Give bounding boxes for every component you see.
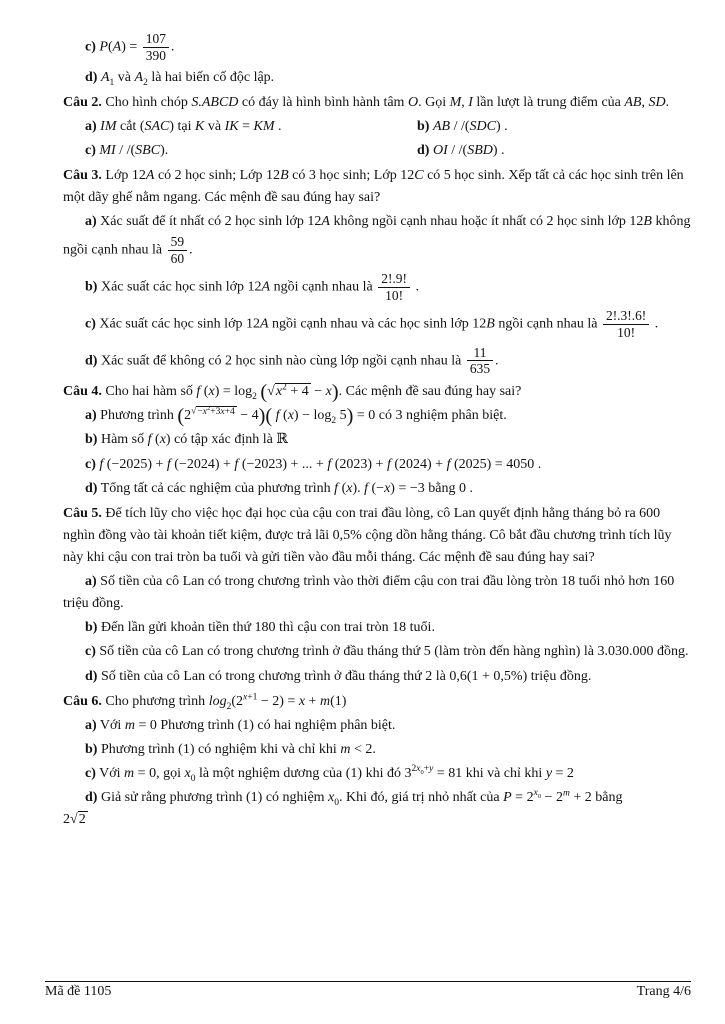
q6-option-a: a) Với m = 0 Phương trình (1) có hai nghiệm phân biệt. xyxy=(85,717,396,733)
q1-option-d: d) $A_1$ và $A_2$ là hai biến cố độc lập. xyxy=(85,69,275,88)
document-body xyxy=(63,30,693,831)
q4-option-c: c) f (−2025) + f (−2024) + f (−2023) + ... + f (2023) + f (2024) + f (2025) = 4050 . xyxy=(85,456,542,472)
q3-option-a: a) Xác suất để ít nhất có 2 học sinh lớp 12A không ngồi cạnh nhau hoặc ít nhất có 2 học sinh lớp 12B không ngồi cạnh nhau là $\frac{59}{60}$ . xyxy=(63,214,691,267)
q4-header: Câu 4. Cho hai hàm số f $(x) = \log_2 (√x^2 + 4 - x)$. Các mệnh đề sau đúng hay sai? xyxy=(63,381,522,404)
q5-header: Câu 5. Để tích lũy cho việc học đại học của cậu con trai đầu lòng, cô Lan quyết định hằng tháng bỏ ra 600 nghìn đồng vào tài khoản tiết kiệm, được trả lãi 0,5% cộng dồn hằng tháng. Cô bắt đầu chương trình tích lũy này khi cậu con trai tròn ba tuổi và gửi tiền vào đầu mỗi tháng. Các mệnh đề sau đúng hay sai? xyxy=(63,505,672,565)
q2-options-row-1-cell-2: b) AB / /(SDC) . xyxy=(417,118,508,134)
q2-options-row-1-cell-1: a) IM cắt (SAC) tại K và IK = KM . xyxy=(85,118,282,134)
q3-header: Câu 3. Lớp 12A có 2 học sinh; Lớp 12B có 3 học sinh; Lớp 12C có 5 học sinh. Xếp tất cả các học sinh trên lên một dãy ghế nằm ngang. Các mệnh đề sau đúng hay sai? xyxy=(63,168,684,206)
q2-options-row-1 xyxy=(63,116,693,138)
q5-option-c: c) Số tiền của cô Lan có trong chương trình ở đầu tháng thứ 5 (làm tròn đến hàng nghìn) là 3.030.000 đồng. xyxy=(85,644,689,660)
q2-options-row-2-cell-2: d) OI / /(SBD) . xyxy=(417,143,505,159)
q2-header: Câu 2. Cho hình chóp S.ABCD có đáy là hình bình hành tâm O. Gọi M, I lần lượt là trung điểm của AB, SD. xyxy=(63,94,670,110)
q5-option-d: d) Số tiền của cô Lan có trong chương trình ở đầu tháng thứ 2 là 0,6(1 + 0,5%) triệu đồng. xyxy=(85,668,592,684)
q6-option-c: c) Với m = 0, gọi $x_0$ là một nghiệm dương của (1) khi đó $3^{2x_0+y} = 81$ khi và chỉ khi y = 2 xyxy=(85,764,574,784)
q5-option-a: a) Số tiền của cô Lan có trong chương trình vào thời điểm cậu con trai đầu lòng tròn 18 tuổi nhỏ hơn 160 triệu đồng. xyxy=(63,574,675,612)
q4-option-d: d) Tổng tất cả các nghiệm của phương trình f (x). f (−x) = −3 bằng 0 . xyxy=(85,480,473,496)
page-number: Trang 4/6 xyxy=(636,984,691,999)
q4-option-a: a) Phương trình $(2^{√-x^2+3x+4} - 4)$( f $(x) - \log_2 5) = 0$ có 3 nghiệm phân biệt. xyxy=(85,404,507,428)
q6-option-b: b) Phương trình (1) có nghiệm khi và chỉ khi m < 2. xyxy=(85,741,376,757)
q1-option-c: c) P(A) = $\frac{107}{390}$ . xyxy=(85,31,175,63)
q3-option-c: c) Xác suất các học sinh lớp 12A ngồi cạnh nhau và các học sinh lớp 12B ngồi cạnh nhau là $\frac{2!.3!.6!}{10!}$ . xyxy=(85,307,659,340)
exam-code: Mã đề 1105 xyxy=(45,984,112,999)
q6-option-d: d) Giả sử rằng phương trình (1) có nghiệm $x_0$. Khi đó, giá trị nhỏ nhất của $P = 2^{x_0} - 2^m + 2$ bằng 2√2 xyxy=(63,788,623,828)
q2-options-row-2-cell-1: c) MI / /(SBC). xyxy=(85,143,169,159)
q3-option-d: d) Xác suất để không có 2 học sinh nào cùng lớp ngồi cạnh nhau là $\frac{11}{635}$ . xyxy=(85,344,499,377)
page-footer xyxy=(45,981,691,1000)
q3-option-b: b) Xác suất các học sinh lớp 12A ngồi cạnh nhau là $\frac{2!.9!}{10!}$ . xyxy=(85,271,419,303)
q4-option-b: b) Hàm số f (x) có tập xác định là ℝ xyxy=(85,432,288,448)
q6-header: Câu 6. Cho phương trình $\log_2(2^{x+1} - 2) = x + m(1)$ xyxy=(63,691,347,712)
q5-option-b: b) Đến lần gửi khoản tiền thứ 180 thì cậu con trai tròn 18 tuổi. xyxy=(85,620,435,636)
q2-options-row-2 xyxy=(63,140,693,162)
